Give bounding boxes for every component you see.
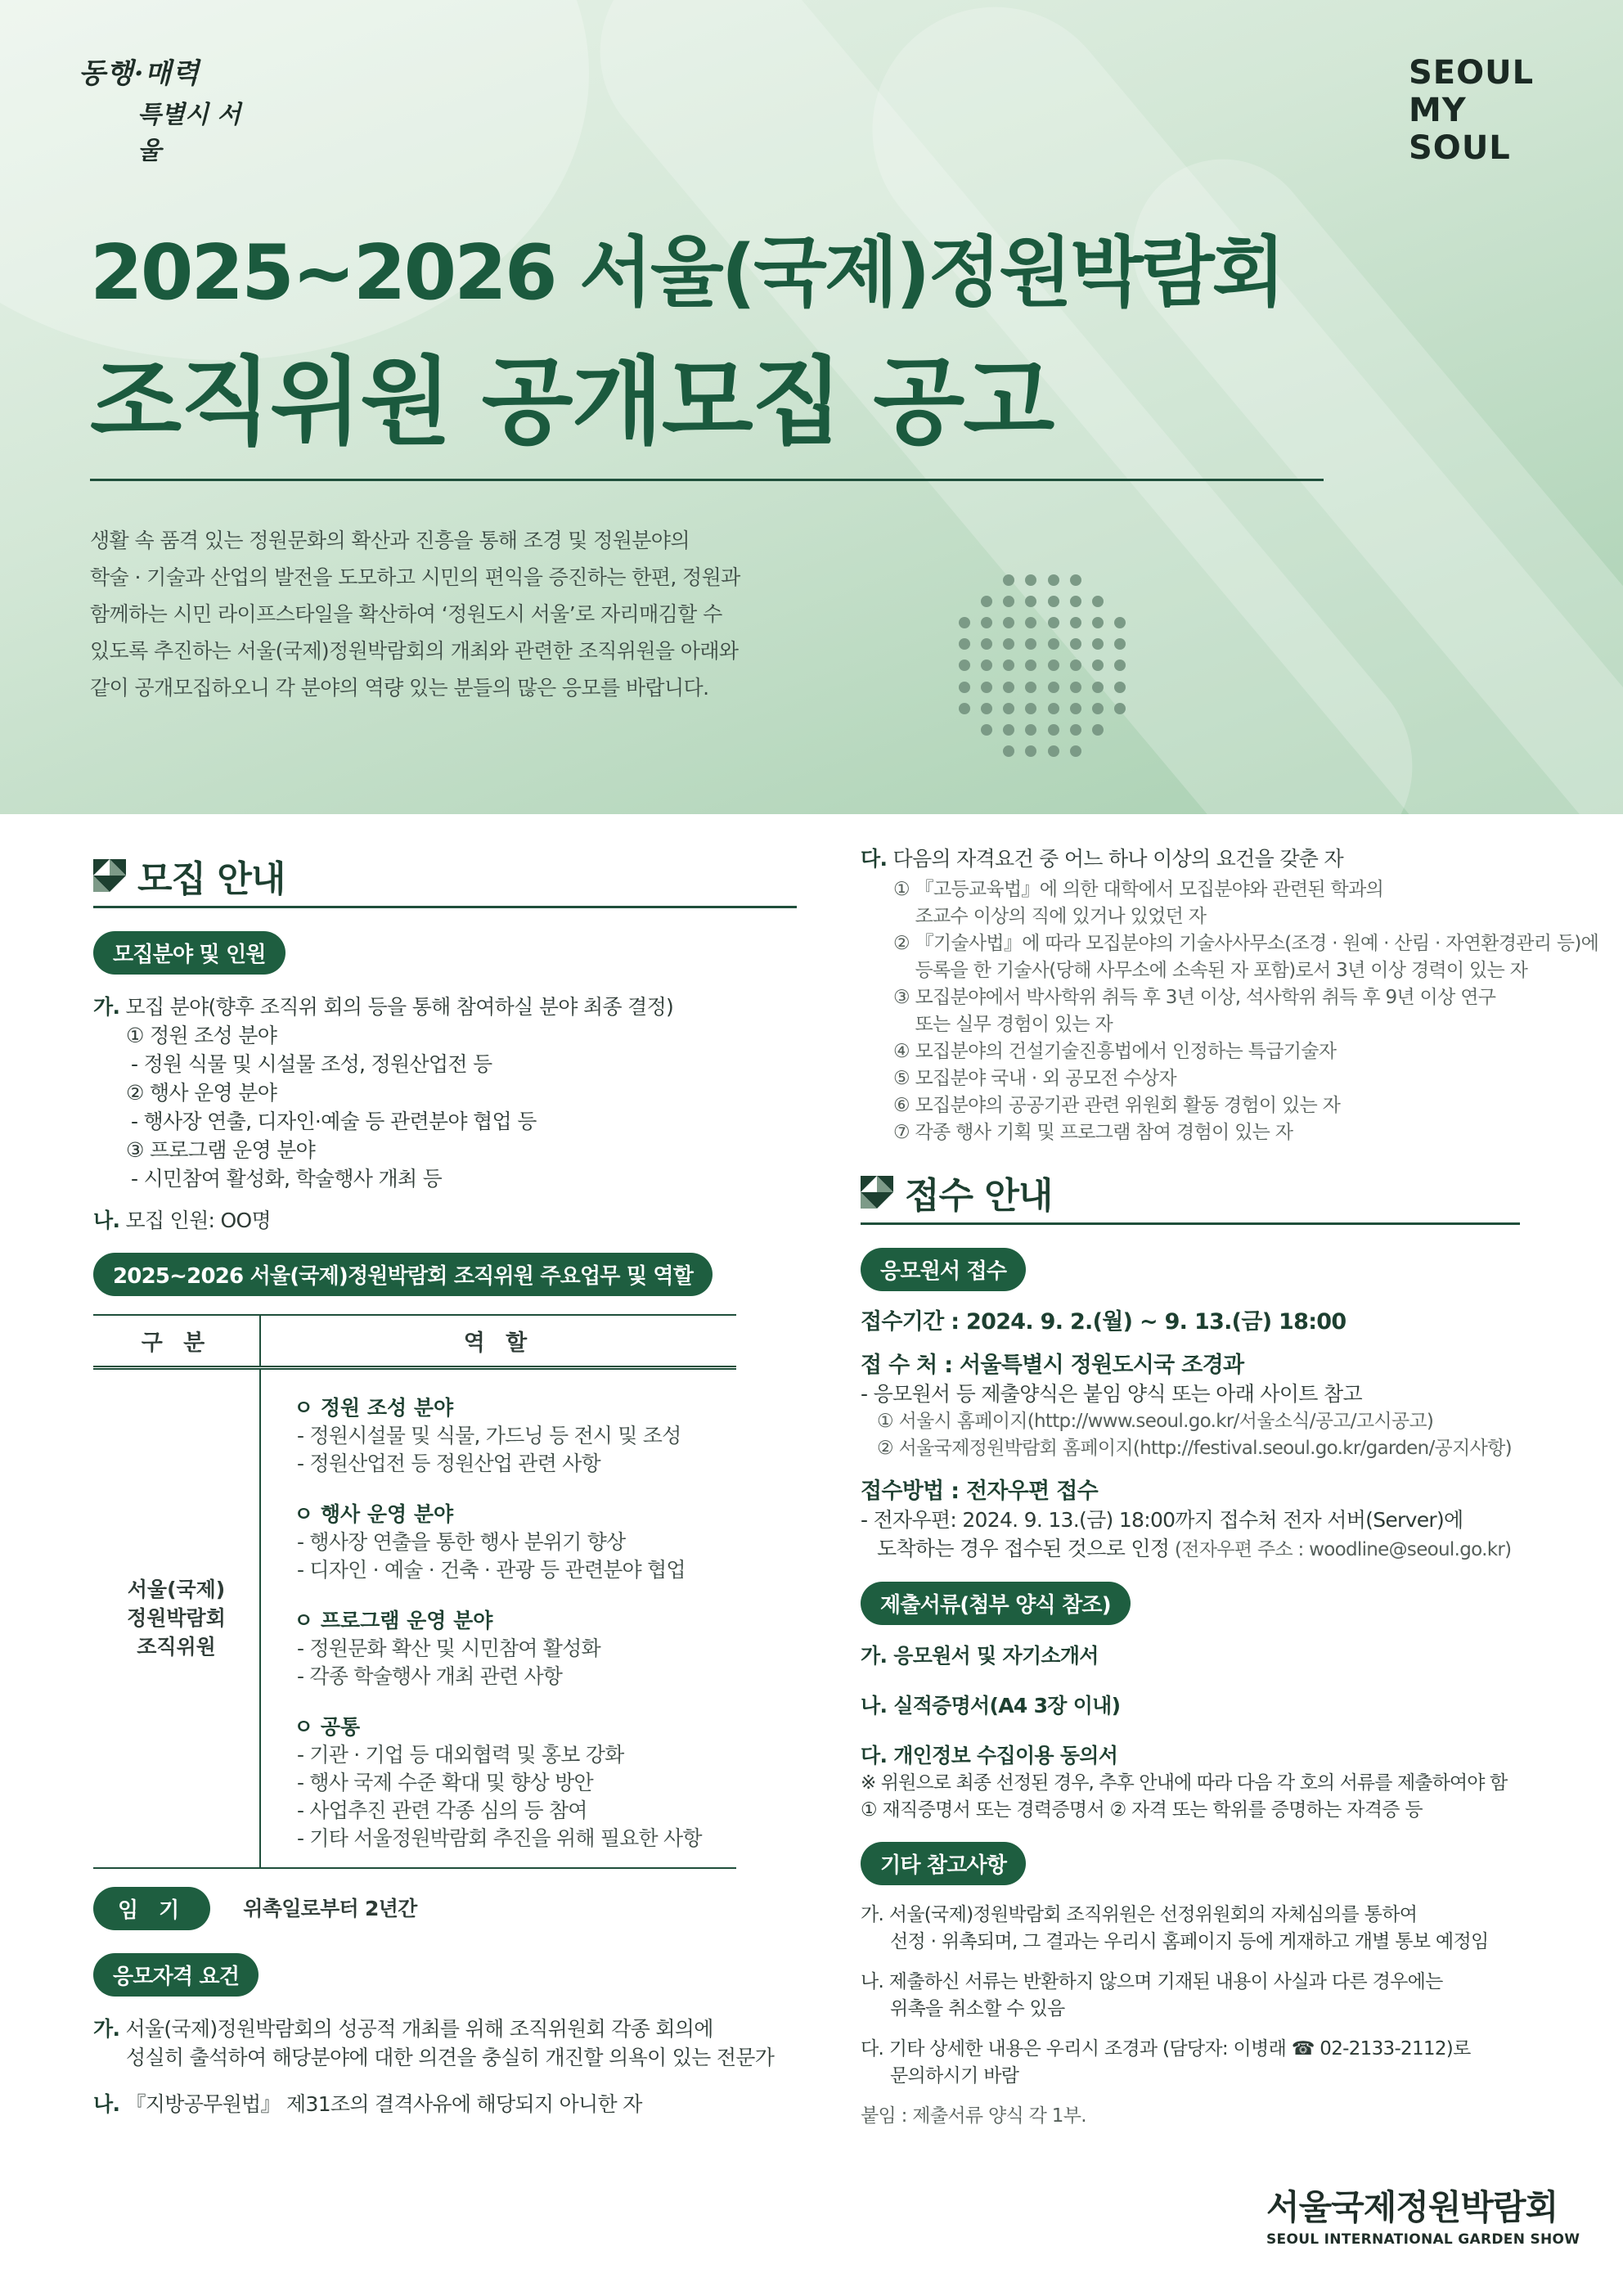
- table-row: [93, 1367, 736, 1868]
- receipt-place-note: - 응모원서 등 제출양식은 붙임 양식 또는 아래 사이트 참고: [861, 1382, 1362, 1406]
- garden-show-homepage-link: ② 서울국제정원박람회 홈페이지(http://festival.seoul.go.kr/garden/공지사항): [877, 1438, 1512, 1459]
- receipt-pill: 응모원서 접수: [861, 1248, 1026, 1291]
- apply-column: [861, 844, 1599, 2130]
- receipt-method-line1: - 전자우편: 2024. 9. 13.(금) 18:00까지 접수처 전자 서버(Server)에: [861, 1508, 1463, 1532]
- term-row: [93, 1887, 797, 1930]
- documents-pill: 제출서류(첨부 양식 참조): [861, 1582, 1131, 1625]
- etc-item: 나. 제출하신 서류는 반환하지 않으며 기재된 내용이 사실과 다른 경우에는 위촉을 취소할 수 있음: [861, 1971, 1443, 2019]
- recruit-section-title: 모집 안내: [137, 858, 285, 900]
- page-title-line1: 2025~2026 서울(국제)정원박람회: [90, 228, 1284, 317]
- field-pill: 모집분야 및 인원: [93, 931, 285, 975]
- intro-text: 생활 속 품격 있는 정원문화의 확산과 진흥을 통해 조경 및 정원분야의 학술 · 기술과 산업의 발전을 도모하고 시민의 편익을 증진하는 한편, 정원과 함께하는 시민 라이프스타일을 확산하여 ‘정원도시 서울’로 자리매김할 수 있도록 추진하는 서울(국제)정원박람회의 개최와 관련한 조직위원을 아래와 같이 공개모집하오니 각 분야의 역량 있는 분들의 많은 응모를 바랍니다.: [90, 529, 740, 700]
- dot-pattern-decoration: [953, 574, 1131, 761]
- qualification-pill: 응모자격 요건: [93, 1953, 259, 1997]
- recruit-section-header: [93, 844, 797, 908]
- receipt-place: 접 수 처 : 서울특별시 정원도시국 조경과: [861, 1353, 1244, 1378]
- role-list: [260, 1367, 736, 1868]
- hero-banner: [0, 0, 1623, 814]
- field-list: 가. 모집 분야(향후 조직위 회의 등을 통해 참여하실 분야 최종 결정) ① 정원 조성 분야 - 정원 식물 및 시설물 조성, 정원산업전 등 ② 행사 운영 분야 - 행사장 연출, 디자인·예술 등 관련분야 협업 등 ③ 프로그램 운영 분야 - 시민참여 활성화, 학술행사 개최 등: [93, 995, 674, 1191]
- qualification-c-list: ① 『고등교육법』에 의한 대학에서 모집분야와 관련된 학과의 조교수 이상의 직에 있거나 있었던 자 ② 『기술사법』에 따라 모집분야의 기술사사무소(조경 · 원예 · 산림 · 자연환경관리 등)에 등록을 한 기술사(당해 사무소에 소속된 자 포함)로서 3년 이상 경력이 있는 자 ③ 모집분야에서 박사학위 취득 후 3년 이상, 석사학위 취득 후 9년 이상 연구 또는 실무 경험이 있는 자 ④ 모집분야의 건설기술진흥법에서 인정하는 특급기술자 ⑤ 모집분야 국내 · 외 공모전 수상자 ⑥ 모집분야의 공공기관 관련 위원회 활동 경험이 있는 자 ⑦ 각종 행사 기획 및 프로그램 참여 경험이 있는 자: [893, 879, 1599, 1143]
- role-pill: 2025~2026 서울(국제)정원박람회 조직위원 주요업무 및 역할: [93, 1253, 713, 1296]
- role-table: [93, 1314, 736, 1869]
- document-note-list: ① 재직증명서 또는 경력증명서 ② 자격 또는 학위를 증명하는 자격증 등: [861, 1799, 1423, 1821]
- document-c: 다. 개인정보 수집이용 동의서: [861, 1744, 1118, 1767]
- seoul-slogan-logo: 동행·매력 특별시 서울: [79, 57, 241, 165]
- role-group: ㅇ 공통 - 기관 · 기업 등 대외협력 및 홍보 강화 - 행사 국제 수준 확대 및 향상 방안 - 사업추진 관련 각종 심의 등 참여 - 기타 서울정원박람회 추진을 위해 필요한 사항: [294, 1714, 702, 1850]
- document-a: 가. 응모원서 및 자기소개서: [861, 1644, 1099, 1668]
- email-address: (전자우편 주소 : woodline@seoul.go.kr): [1169, 1539, 1512, 1560]
- role-group: ㅇ 프로그램 운영 분야 - 정원문화 확산 및 시민참여 활성화 - 각종 학술행사 개최 관련 사항: [294, 1608, 600, 1688]
- qualification-c: 다. 다음의 자격요건 중 어느 하나 이상의 요건을 갖춘 자: [861, 847, 1343, 871]
- page-title-line2: 조직위원 공개모집 공고: [90, 347, 1054, 457]
- table-header-role: 역 할: [260, 1315, 736, 1367]
- recruit-column: [93, 844, 797, 2118]
- etc-item: 가. 서울(국제)정원박람회 조직위원은 선정위원회의 자체심의를 통하여 선정 · 위촉되며, 그 결과는 우리시 홈페이지 등에 게재하고 개별 통보 예정임: [861, 1904, 1489, 1952]
- receipt-period: 접수기간 : 2024. 9. 2.(월) ~ 9. 13.(금) 18:00: [861, 1309, 1347, 1335]
- title-divider: [90, 479, 1324, 481]
- apply-section-header: [861, 1161, 1520, 1225]
- role-group: ㅇ 정원 조성 분야 - 정원시설물 및 식물, 가드닝 등 전시 및 조성 - 정원산업전 등 정원산업 관련 사항: [294, 1395, 681, 1475]
- term-pill: 임 기: [93, 1887, 210, 1930]
- headcount-text: 나. 모집 인원: OO명: [93, 1209, 271, 1232]
- term-value: 위촉일로부터 2년간: [243, 1896, 417, 1920]
- row-label: 서울(국제) 정원박람회 조직위원: [93, 1367, 260, 1868]
- qualification-a: 가. 서울(국제)정원박람회의 성공적 개최를 위해 조직위원회 각종 회의에 성실히 출석하여 해당분야에 대한 의견을 충실히 개진할 의욕이 있는 전문가: [93, 2016, 775, 2069]
- document-note: ※ 위원으로 최종 선정된 경우, 추후 안내에 따라 다음 각 호의 서류를 제출하여야 함: [861, 1772, 1508, 1794]
- receipt-method: 접수방법 : 전자우편 접수: [861, 1479, 1099, 1504]
- receipt-method-line2: 도착하는 경우 접수된 것으로 인정 (전자우편 주소 : woodline@seoul.go.kr): [877, 1537, 1512, 1560]
- qualification-b: 나. 『지방공무원법』 제31조의 결격사유에 해당되지 아니한 자: [93, 2091, 642, 2116]
- seoul-homepage-link: ① 서울시 홈페이지(http://www.seoul.go.kr/서울소식/공고/고시공고): [877, 1411, 1434, 1432]
- etc-pill: 기타 참고사항: [861, 1842, 1026, 1885]
- section-triangle-icon: [93, 859, 126, 892]
- garden-show-logo: 서울국제정원박람회 SEOUL INTERNATIONAL GARDEN SHOW: [1266, 2187, 1580, 2248]
- etc-item: 다. 기타 상세한 내용은 우리시 조경과 (담당자: 이병래 ☎ 02-2133-2112)로 문의하시기 바람: [861, 2038, 1471, 2087]
- table-header-category: 구 분: [93, 1315, 260, 1367]
- apply-section-title: 접수 안내: [905, 1174, 1053, 1217]
- role-group: ㅇ 행사 운영 분야 - 행사장 연출을 통한 행사 분위기 향상 - 디자인 · 예술 · 건축 · 관광 등 관련분야 협업: [294, 1501, 686, 1582]
- document-b: 나. 실적증명서(A4 3장 이내): [861, 1694, 1121, 1717]
- seoul-my-soul-logo: SEOUL MY SOUL: [1409, 54, 1535, 167]
- attachment-note: 붙임 : 제출서류 양식 각 1부.: [861, 2105, 1086, 2127]
- section-triangle-icon: [861, 1176, 893, 1209]
